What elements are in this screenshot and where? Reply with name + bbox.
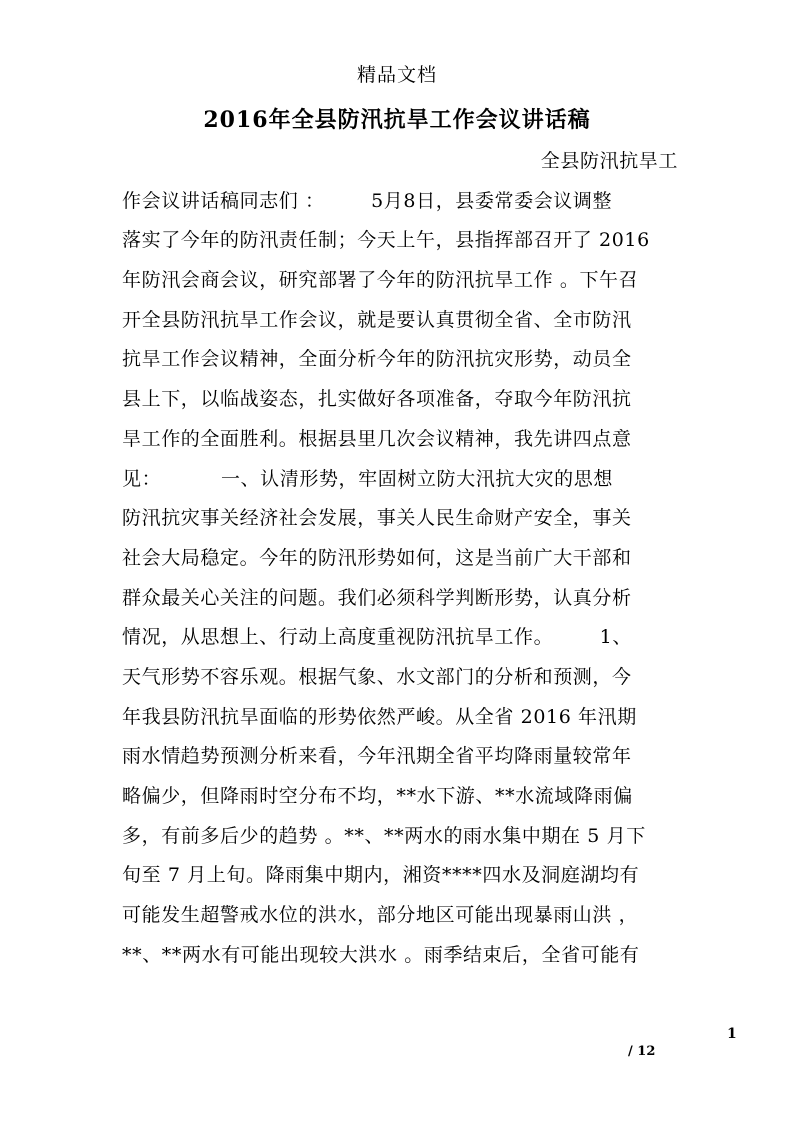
body-line: 雨水情趋势预测分析来看，今年汛期全省平均降雨量较常年 [122,745,632,768]
body-line: 见： 一、认清形势，牢固树立防大汛抗大灾的思想 [122,467,613,490]
body-line: 作会议讲话稿同志们 ： 5月8日，县委常委会议调整 [122,189,613,212]
body-line: 社会大局稳定。今年的防汛形势如何，这是当前广大干部和 [122,546,632,569]
body-line: 可能发生超警戒水位的洪水，部分地区可能出现暴雨山洪 ， [122,904,639,927]
body-line: 年我县防汛抗旱面临的形势依然严峻。从全省 2016 年汛期 [122,705,637,728]
header-label: 精品文档 [356,64,437,86]
body-line: 群众最关心关注的问题。我们必须科学判断形势，认真分析 [122,586,632,609]
body-line: 落实了今年的防汛责任制；今天上午，县指挥部召开了 2016 [122,229,650,252]
body-line: 略偏少，但降雨时空分布不均，**水下游、**水流域降雨偏 [122,785,633,807]
document-title: 2016年全县防汛抗旱工作会议讲话稿 [203,107,591,133]
body-line: 天气形势不容乐观。根据气象、水文部门的分析和预测，今 [122,665,632,688]
body-line: 全县防汛抗旱工 [540,150,678,172]
body-line: 情况，从思想上、行动上高度重视防汛抗旱工作。 1、 [122,626,632,649]
body-line: 防汛抗灾事关经济社会发展，事关人民生命财产安全，事关 [122,507,632,530]
body-line: 旬至 7 月上旬。降雨集中期内，湘资****四水及洞庭湖均有 [122,864,640,887]
page-total: / 12 [628,1044,656,1059]
body-line: 开全县防汛抗旱工作会议，就是要认真贯彻全省、全市防汛 [122,308,632,331]
body-line: 多，有前多后少的趋势 。**、**两水的雨水集中期在 5 月下 [122,824,646,847]
body-line: 抗旱工作会议精神，全面分析今年的防汛抗灾形势，动员全 [122,348,632,371]
body-line: **、**两水有可能出现较大洪水 。雨季结束后，全省可能有 [122,943,640,966]
body-line: 旱工作的全面胜利。根据县里几次会议精神，我先讲四点意 [122,427,632,450]
page-number: 1 [727,1026,737,1042]
body-line: 县上下，以临战姿态，扎实做好各项准备，夺取今年防汛抗 [122,388,632,411]
document-body [122,142,678,975]
body-line: 年防汛会商会议，研究部署了今年的防汛抗旱工作 。下午召 [122,269,639,292]
